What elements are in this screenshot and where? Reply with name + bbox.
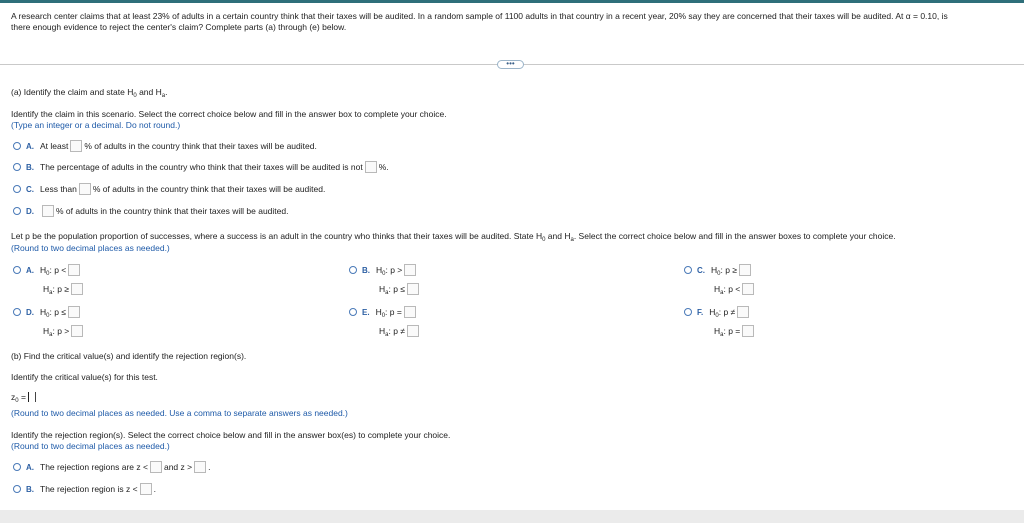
answer-box[interactable] <box>407 283 419 295</box>
answer-box[interactable] <box>404 264 416 276</box>
answer-box[interactable] <box>42 205 54 217</box>
claim-option-d[interactable]: D. % of adults in the country think that their taxes will be audited. <box>13 205 288 217</box>
answer-box[interactable] <box>70 140 82 152</box>
answer-box[interactable] <box>71 325 83 337</box>
claim-option-c[interactable]: C. Less than % of adults in the country think that their taxes will be audited. <box>13 183 325 195</box>
radio-button[interactable] <box>13 485 21 493</box>
part-a-hint: (Type an integer or a decimal. Do not round.) <box>11 120 181 130</box>
radio-button[interactable] <box>349 266 357 274</box>
expand-more-button[interactable]: ••• <box>497 60 524 69</box>
hypothesis-option-d[interactable]: D. $H_0$: p ≤ $H_a$: p > <box>13 306 85 338</box>
answer-box[interactable] <box>742 325 754 337</box>
answer-box[interactable] <box>737 306 749 318</box>
hypothesis-option-b[interactable]: B. $H_0$: p > $H_a$: p ≤ <box>349 264 421 296</box>
answer-box[interactable] <box>194 461 206 473</box>
answer-box[interactable] <box>150 461 162 473</box>
radio-button[interactable] <box>349 308 357 316</box>
radio-button[interactable] <box>13 185 21 193</box>
answer-box[interactable] <box>742 283 754 295</box>
radio-button[interactable] <box>13 266 21 274</box>
radio-button[interactable] <box>13 207 21 215</box>
text-cursor <box>35 392 36 402</box>
problem-line-1: A research center claims that at least 23% of adults in a certain country think that their taxes will be audited. In a random sample of 1100 adults in that country in a recent year, 20% say they are concerned that their taxes will be audited. At α = 0.10, is <box>11 11 948 21</box>
answer-box[interactable] <box>79 183 91 195</box>
radio-button[interactable] <box>13 308 21 316</box>
answer-box[interactable] <box>140 483 152 495</box>
answer-box[interactable] <box>739 264 751 276</box>
part-b-heading: (b) Find the critical value(s) and identify the rejection region(s). <box>11 351 247 361</box>
rejection-region-instruction: Identify the rejection region(s). Select the correct choice below and fill in the answer box(es) to complete your choice. <box>11 430 451 440</box>
critical-value-hint: (Round to two decimal places as needed. Use a comma to separate answers as needed.) <box>11 408 348 418</box>
part-a-heading: (a) Identify the claim and state $H_0$ and $H_a$. <box>11 87 168 99</box>
radio-button[interactable] <box>684 266 692 274</box>
hypothesis-option-c[interactable]: C. $H_0$: p ≥ $H_a$: p < <box>684 264 756 296</box>
answer-box[interactable] <box>407 325 419 337</box>
rejection-region-hint: (Round to two decimal places as needed.) <box>11 441 170 451</box>
hypothesis-option-f[interactable]: F. $H_0$: p ≠ $H_a$: p = <box>684 306 756 338</box>
top-accent-bar <box>0 0 1024 3</box>
answer-box[interactable] <box>68 264 80 276</box>
radio-button[interactable] <box>13 163 21 171</box>
hypotheses-instruction: Let p be the population proportion of successes, where a success is an adult in the country who thinks that their taxes will be audited. State $H_0$ and $H_a$. Select the correct choice below and fill in the answer boxes to complete your choice. <box>11 231 896 243</box>
radio-button[interactable] <box>13 142 21 150</box>
claim-option-b[interactable]: B. The percentage of adults in the country who think that their taxes will be audited is not %. <box>13 161 389 173</box>
hypothesis-option-a[interactable]: A. $H_0$: p < $H_a$: p ≥ <box>13 264 85 296</box>
problem-line-2: there enough evidence to reject the center's claim? Complete parts (a) through (e) below. <box>11 22 347 32</box>
answer-box[interactable] <box>365 161 377 173</box>
hypothesis-option-e[interactable]: E. $H_0$: p = $H_a$: p ≠ <box>349 306 421 338</box>
critical-value-instruction: Identify the critical value(s) for this test. <box>11 372 158 382</box>
radio-button[interactable] <box>13 463 21 471</box>
radio-button[interactable] <box>684 308 692 316</box>
part-a-instruction: Identify the claim in this scenario. Select the correct choice below and fill in the answer box to complete your choice. <box>11 109 447 119</box>
bottom-toolbar <box>0 510 1024 523</box>
critical-value-input[interactable] <box>28 392 29 402</box>
problem-statement <box>11 11 1015 33</box>
hypotheses-hint: (Round to two decimal places as needed.) <box>11 243 170 253</box>
rejection-option-a[interactable]: A. The rejection regions are z < and z > . <box>13 461 210 473</box>
claim-option-a[interactable]: A. At least % of adults in the country think that their taxes will be audited. <box>13 140 317 152</box>
answer-box[interactable] <box>68 306 80 318</box>
critical-value-row: $z_0$ = <box>11 392 36 404</box>
answer-box[interactable] <box>71 283 83 295</box>
rejection-option-b[interactable]: B. The rejection region is z < . <box>13 483 156 495</box>
answer-box[interactable] <box>404 306 416 318</box>
